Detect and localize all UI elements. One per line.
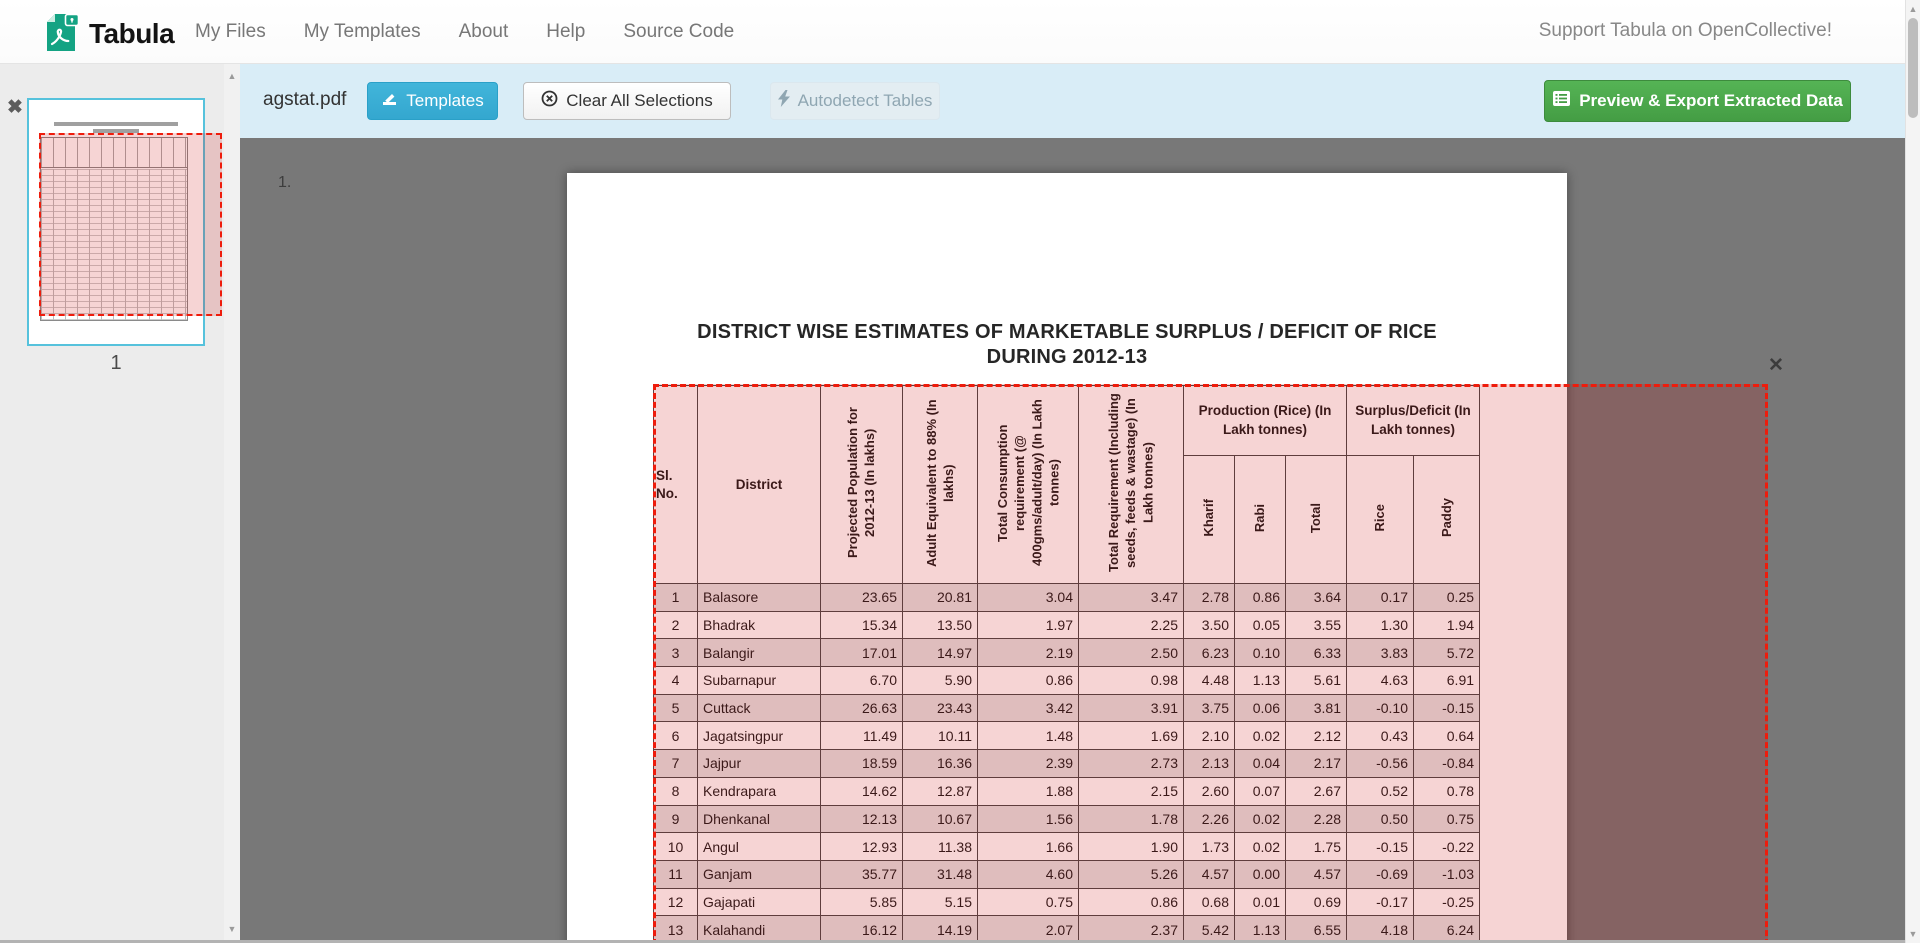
page-thumbnail-sidebar [0, 64, 224, 943]
document-title-line2: DURING 2012-13 [986, 346, 1148, 368]
col-header-total-consumption: Total Consumption requirement (@ 400gms/adult/day) (In Lakh tonnes) [978, 386, 1079, 584]
table-row: 7 Jajpur 18.59 16.36 2.39 2.73 2.13 0.04 2.17 -0.56 -0.84 [654, 750, 1480, 778]
export-list-icon [1552, 90, 1571, 112]
table-row: 6 Jagatsingpur 11.49 10.11 1.48 1.69 2.10 0.02 2.12 0.43 0.64 [654, 722, 1480, 750]
table-row: 3 Balangir 17.01 14.97 2.19 2.50 6.23 0.10 6.33 3.83 5.72 [654, 639, 1480, 667]
remove-page-icon[interactable]: ✖ [7, 97, 23, 118]
nav-link[interactable]: Help [546, 20, 586, 42]
scroll-down-icon[interactable]: ▼ [1908, 929, 1918, 939]
table-row: 12 Gajapati 5.85 5.15 0.75 0.86 0.68 0.01 0.69 -0.17 -0.25 [654, 888, 1480, 916]
selection-overlay[interactable] [653, 384, 1768, 943]
thumbnail-page-number: 1 [110, 352, 122, 374]
scroll-up-icon[interactable]: ▲ [1908, 4, 1918, 14]
document-title [567, 320, 1567, 370]
nav-link[interactable]: Source Code [623, 20, 735, 42]
clear-all-selections-button[interactable] [523, 82, 731, 120]
col-group-surplus: Surplus/Deficit (In Lakh tonnes) [1347, 386, 1480, 456]
brand-title: Tabula [89, 18, 175, 49]
autodetect-tables-button [770, 82, 940, 120]
toolbar [240, 64, 1905, 138]
templates-icon [381, 91, 398, 112]
table-row: 1 Balasore 23.65 20.81 3.04 3.47 2.78 0.86 3.64 0.17 0.25 [654, 584, 1480, 612]
selection-close-icon[interactable]: ✕ [1768, 355, 1784, 376]
col-header-sl-no: Sl. No. [654, 386, 698, 584]
table-row: 13 Kalahandi 16.12 14.19 2.07 2.37 5.42 1.13 6.55 4.18 6.24 [654, 916, 1480, 943]
table-row: 10 Angul 12.93 11.38 1.66 1.90 1.73 0.02 1.75 -0.15 -0.22 [654, 833, 1480, 861]
col-header-adult-equivalent: Adult Equivalent to 88% (In lakhs) [903, 386, 978, 584]
scroll-up-icon[interactable]: ▲ [227, 71, 237, 81]
col-header-paddy: Paddy [1414, 456, 1480, 584]
nav-links [195, 0, 734, 63]
col-group-production: Production (Rice) (In Lakh tonnes) [1184, 386, 1347, 456]
export-button-label: Preview & Export Extracted Data [1579, 91, 1843, 110]
col-header-rabi: Rabi [1235, 456, 1286, 584]
nav-link[interactable]: About [458, 20, 509, 42]
scroll-down-icon[interactable]: ▼ [227, 924, 237, 934]
col-header-projected-population: Projected Population for 2012-13 (In lakhs) [821, 386, 903, 584]
tabula-logo-icon [44, 9, 80, 59]
thumbnail-selection-overlay[interactable] [39, 133, 222, 316]
support-link[interactable]: Support Tabula on OpenCollective! [1538, 20, 1832, 41]
table-row: 11 Ganjam 35.77 31.48 4.60 5.26 4.57 0.00 4.57 -0.69 -1.03 [654, 860, 1480, 888]
autodetect-button-label: Autodetect Tables [797, 91, 933, 110]
top-navbar [0, 0, 1920, 64]
col-header-total-requirement: Total Requirement (Including seeds, feeds & wastage) (In Lakh tonnes) [1079, 386, 1184, 584]
col-header-kharif: Kharif [1184, 456, 1235, 584]
nav-link[interactable]: My Files [195, 20, 266, 42]
clear-circle-x-icon [541, 90, 558, 112]
page-number-label: 1. [278, 174, 292, 191]
table-row: 5 Cuttack 26.63 23.43 3.42 3.91 3.75 0.06 3.81 -0.10 -0.15 [654, 694, 1480, 722]
templates-button[interactable] [367, 82, 498, 120]
col-header-district: District [698, 386, 821, 584]
clear-button-label: Clear All Selections [566, 91, 713, 110]
pdf-viewer-canvas[interactable] [240, 138, 1905, 943]
col-header-rice: Rice [1347, 456, 1414, 584]
lightning-bolt-icon [778, 90, 790, 112]
nav-link[interactable]: My Templates [303, 20, 421, 42]
table-row: 4 Subarnapur 6.70 5.90 0.86 0.98 4.48 1.13 5.61 4.63 6.91 [654, 667, 1480, 695]
current-filename: agstat.pdf [263, 89, 347, 110]
preview-export-button[interactable] [1544, 80, 1851, 122]
table-row: 2 Bhadrak 15.34 13.50 1.97 2.25 3.50 0.05 3.55 1.30 1.94 [654, 611, 1480, 639]
window-scrollbar[interactable] [1905, 0, 1920, 943]
document-title-line1: DISTRICT WISE ESTIMATES OF MARKETABLE SURPLUS / DEFICIT OF RICE [697, 321, 1437, 343]
thumbnail-title-line [54, 122, 178, 126]
col-header-total: Total [1286, 456, 1347, 584]
table-row: 9 Dhenkanal 12.13 10.67 1.56 1.78 2.26 0.02 2.28 0.50 0.75 [654, 805, 1480, 833]
templates-button-label: Templates [406, 91, 484, 110]
sidebar-scrollbar[interactable] [224, 64, 240, 943]
brand[interactable] [44, 9, 174, 59]
table-row: 8 Kendrapara 14.62 12.87 1.88 2.15 2.60 0.07 2.67 0.52 0.78 [654, 777, 1480, 805]
scrollbar-thumb[interactable] [1908, 18, 1918, 118]
